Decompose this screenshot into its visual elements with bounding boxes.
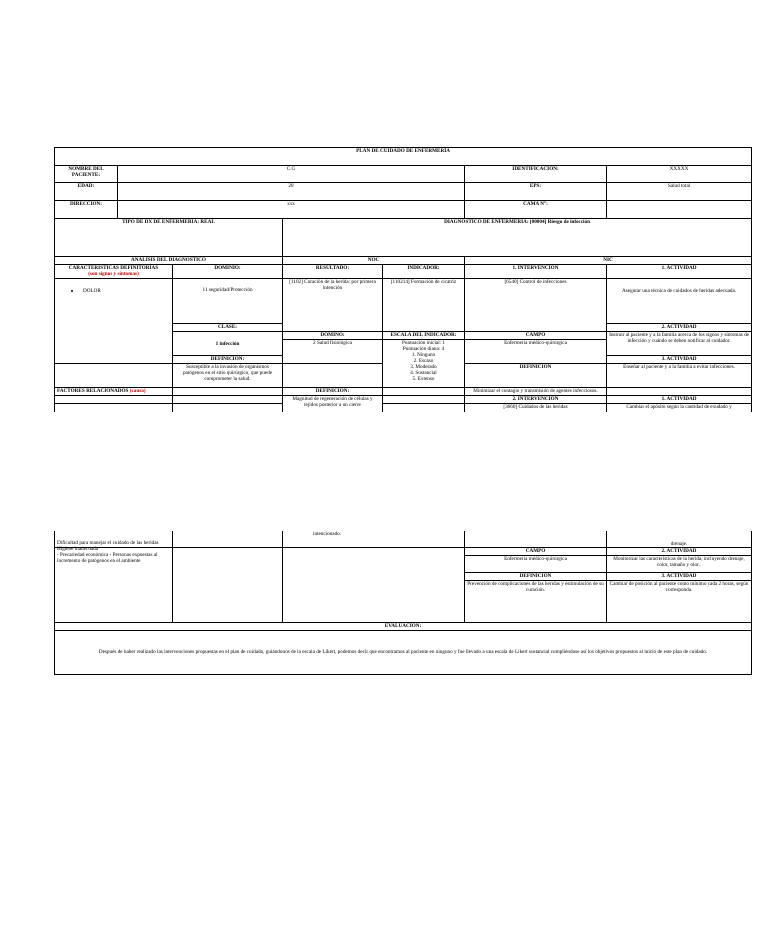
care-plan-page-1	[54, 147, 751, 412]
activity1-value: Asegurar una técnica de cuidados de heridas adecuada.	[607, 279, 752, 324]
class-header: CLASE:	[173, 324, 283, 332]
activity2b-value: Monitorizar las características de la herida, incluyendo drenaje, color, tamaño y olor..	[607, 555, 752, 572]
nic-header: NIC	[465, 257, 752, 265]
noc-definition-header: DEFINICION:	[283, 388, 383, 396]
domain-value: 11 seguridad/Protección	[173, 279, 283, 324]
noc-definition-value-1: Magnitud de regeneración de células y tejidos posterior a un cierre	[283, 396, 383, 412]
scale-list	[383, 340, 465, 388]
bed-label: CAMA N°:	[465, 201, 607, 219]
page-title: PLAN DE CUIDADO DE ENFERMERÍA	[55, 148, 752, 166]
activity1b-value-2: drenaje.	[607, 531, 752, 547]
result-header: RESULTADO:	[283, 265, 383, 279]
factors-sub: (causa)	[129, 388, 146, 394]
intervention2-cont	[465, 531, 607, 547]
factors-label: FACTORES RELACIONADOS	[57, 388, 129, 394]
care-plan-table-continued	[54, 531, 752, 675]
bed-value	[607, 201, 752, 219]
indicator-value: [110214] Formación de cicatriz	[383, 279, 465, 332]
scale-item: 4. Sustancial	[410, 370, 437, 376]
activity2b-header: 2. ACTIVIDAD	[607, 547, 752, 555]
definition1-value: Minimizar el contagio y transmisión de agentes infecciosos.	[465, 388, 607, 396]
scale-filler	[383, 388, 465, 396]
characteristics-sub: (son signos y síntomas)	[88, 271, 139, 277]
scale-header: ESCALA DEL INDICADOR:	[383, 332, 465, 340]
indicator-filler	[383, 396, 465, 404]
care-plan-page-2	[54, 531, 751, 675]
scale-item: Puntuación diana: 4	[402, 346, 445, 352]
result-value: [1102] Curación de la herida: por primera intención	[283, 279, 383, 332]
characteristics-header	[55, 265, 173, 279]
activity1-header: 1. ACTIVIDAD	[607, 265, 752, 279]
evaluation-text: Después de haber realizado las intervenciones propuestas en el plan de cuidado, guiándonos de la escala de Likert, podemos decir que encontramos al paciente en ninguno y fue llevado a una escala de Likert sustancial cumpliéndose así los objetivos propuestos al inicio de este plan de cuidado.	[55, 630, 752, 674]
field2-value: Enfermería médico-quirúrgica	[465, 555, 607, 572]
factors-header	[55, 388, 173, 396]
eps-label: EPS:	[465, 183, 607, 201]
factor-item: - Precariedad económica - Personas expuestas al incremento de patógenos en el ambiente	[57, 551, 158, 564]
intervention1-value: [6540] Control de infecciones	[465, 279, 607, 332]
indicator-header: INDICADOR:	[383, 265, 465, 279]
age-value: 28	[118, 183, 465, 201]
care-plan-table	[54, 147, 752, 412]
noc-domain-value: 2 Salud fisiológica	[283, 340, 383, 364]
activity1b-value-1: Cambiar el apósito según la cantidad de exudado y	[607, 404, 752, 412]
domain-cont	[173, 547, 283, 622]
evaluation-header: EVALUACION:	[55, 622, 752, 630]
scale-item: 2. Escaso	[413, 358, 434, 364]
noc-domain-filler	[283, 364, 383, 388]
factor-item: Dificultad para manejar el cuidado de las heridas Higiene inadecuada	[57, 539, 159, 552]
intervention1-header: 1. INTERVENCION	[465, 265, 607, 279]
factors-filler-2	[55, 404, 173, 412]
characteristics-filler	[55, 364, 173, 388]
definition2-header: DEFINICION	[465, 572, 607, 580]
scale-item: 1. Ninguno	[411, 352, 436, 358]
domain-filler	[173, 396, 283, 404]
intervention2-header: 2. INTERVENCION	[465, 396, 607, 404]
age-label: EDAD:	[55, 183, 118, 201]
factors-filler	[55, 396, 173, 404]
intervention2-value: [3660] Cuidados de las heridas	[465, 404, 607, 412]
dx-type: TIPO DE DX DE ENFERMERIA: REAL	[55, 219, 283, 257]
identification-value: XXXXX	[607, 166, 752, 183]
scale-item: 3. Moderado	[410, 364, 437, 370]
address-value: xxx	[118, 201, 465, 219]
definition2-value: Prevención de complicaciones de las heridas y estimulación de su curación.	[465, 580, 607, 622]
bullet-icon	[71, 290, 73, 292]
field1-header: CAMPO	[465, 332, 607, 340]
definition-value: Susceptible a la invasión de organismos patógenos en el sitio quirúrgico, que puede comprometer la salud.	[173, 364, 283, 388]
class-value: 1 infección	[173, 332, 283, 356]
sign-item: DOLOR	[83, 288, 101, 294]
field1-value: Enfermería médico-quirúrgica	[465, 340, 607, 364]
activity3-value: Enseñar al paciente y a la familia a evitar infecciones.	[607, 364, 752, 388]
domain-header: DOMINIO:	[173, 265, 283, 279]
activity3-header: 3. ACTIVIDAD	[607, 356, 752, 364]
noc-header: NOC	[283, 257, 465, 265]
indicator-filler-2	[383, 404, 465, 412]
activity1b-header: 1. ACTIVIDAD	[607, 396, 752, 404]
activity3b-header: 3. ACTIVIDAD	[607, 572, 752, 580]
field2-header: CAMPO	[465, 547, 607, 555]
definition-header: DEFINICION:	[173, 356, 283, 364]
characteristics-cell	[55, 279, 173, 364]
activity2-header: 2. ACTIVIDAD	[607, 324, 752, 332]
noc-cont	[283, 547, 465, 622]
identification-label: IDENTIFICACION:	[465, 166, 607, 183]
noc-domain-header: DOMINO:	[283, 332, 383, 340]
scale-item: 5. Extenso	[412, 376, 435, 382]
definition1-header: DEFINICION	[465, 364, 607, 388]
domain-cont-top	[173, 531, 283, 547]
scale-item: Puntuación inicial: 1	[402, 340, 445, 346]
activity3-filler	[607, 388, 752, 396]
patient-name-label: NOMBRE DEL PACIENTE:	[55, 166, 118, 183]
diagnosis: DIAGNOSTICO DE ENFERMERIA: [00004] Riesgo de infección	[283, 219, 752, 257]
noc-definition-value-2: intencionado.	[283, 531, 465, 547]
domain-filler-2	[173, 404, 283, 412]
definition-filler	[173, 388, 283, 396]
characteristics-label: CARACTERISTICAS DEFINITORIAS	[68, 265, 159, 271]
factors-list	[55, 539, 173, 622]
activity3b-value: Cambiar de posición al paciente como mínimo cada 2 horas, según corresponda.	[607, 580, 752, 622]
patient-name: C.G	[118, 166, 465, 183]
address-label: DIRECCION:	[55, 201, 118, 219]
eps-value: Salud total	[607, 183, 752, 201]
analysis-header: ANALISIS DEL DIAGNOSTICO	[55, 257, 283, 265]
activity2-value: Instruir al paciente y a la familia acerca de los signos y síntomas de infección y cuándo se deben notificar al cuidador.	[607, 332, 752, 356]
